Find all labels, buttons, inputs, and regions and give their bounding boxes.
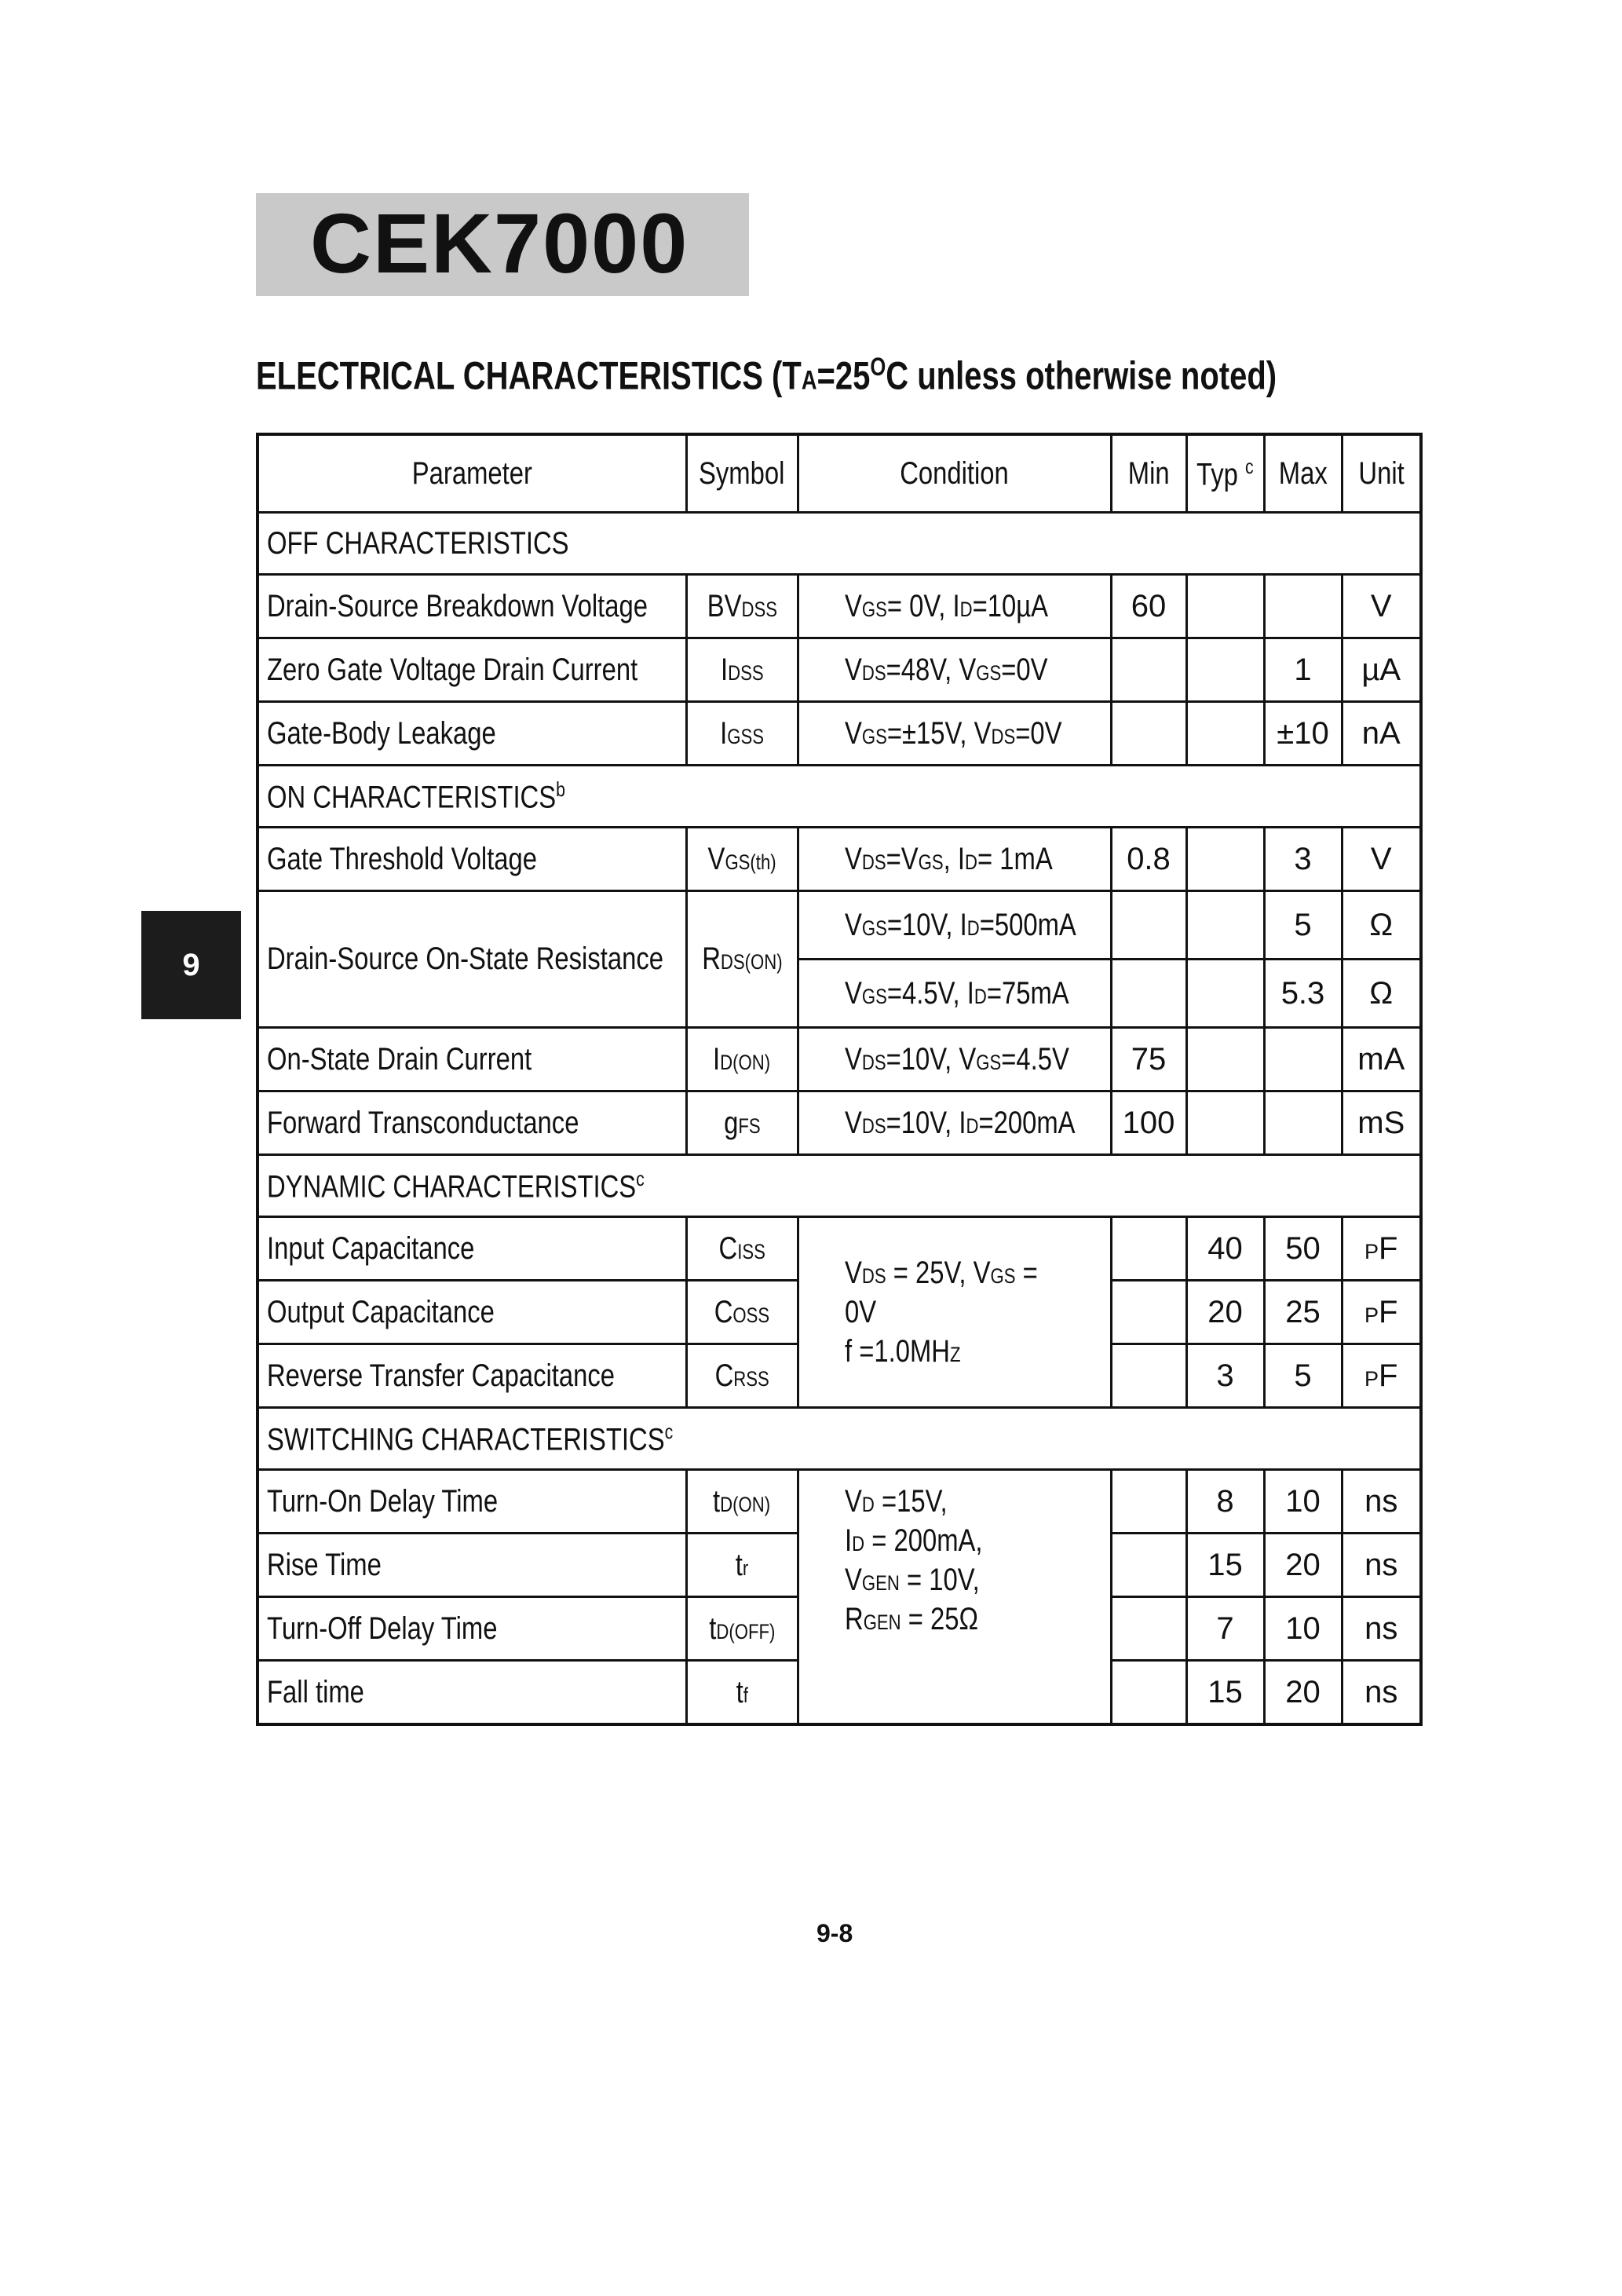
col-unit: Unit bbox=[1342, 434, 1421, 513]
table-row: Turn-Off Delay Time tD(OFF) 7 10 ns bbox=[258, 1597, 1421, 1661]
table-row: Input Capacitance CISS VDS = 25V, VGS = 0V f =1.0MHZ 40 50 PF bbox=[258, 1217, 1421, 1281]
electrical-characteristics-table bbox=[256, 433, 1423, 1726]
table-row: Fall time tf 15 20 ns bbox=[258, 1661, 1421, 1725]
section-on: ON CHARACTERISTICS$^b$ bbox=[258, 766, 1421, 828]
table-row: Zero Gate Voltage Drain Current IDSS VDS=48V, VGS=0V 1 µA bbox=[258, 638, 1421, 702]
part-number: CEK7000 bbox=[310, 196, 689, 291]
table-row: VGS=4.5V, ID=75mA 5.3 Ω bbox=[258, 960, 1421, 1028]
table-row: Output Capacitance COSS 20 25 PF bbox=[258, 1281, 1421, 1344]
table-row: Gate-Body Leakage IGSS VGS=±15V, VDS=0V ±10 nA bbox=[258, 702, 1421, 766]
section-tab: 9 bbox=[141, 911, 241, 1019]
section-dynamic: DYNAMIC CHARACTERISTICS$^c$ bbox=[258, 1155, 1421, 1217]
section-off: OFF CHARACTERISTICS bbox=[258, 513, 1421, 575]
col-symbol: Symbol bbox=[686, 434, 798, 513]
table-row: Gate Threshold Voltage VGS(th) VDS=VGS, ID= 1mA 0.8 3 V bbox=[258, 828, 1421, 891]
col-typ: Typ $^c$ bbox=[1186, 434, 1264, 513]
table-header-row bbox=[258, 434, 1421, 513]
table-row: Drain-Source Breakdown Voltage BVDSS VGS= 0V, ID=10µA 60 V bbox=[258, 575, 1421, 638]
section-switching: SWITCHING CHARACTERISTICS$^c$ bbox=[258, 1408, 1421, 1470]
table-row: Rise Time tr 15 20 ns bbox=[258, 1534, 1421, 1597]
col-condition: Condition bbox=[798, 434, 1111, 513]
table-row: Reverse Transfer Capacitance CRSS 3 5 PF bbox=[258, 1344, 1421, 1408]
table-row: Forward Transconductance gFS VDS=10V, ID=200mA 100 mS bbox=[258, 1091, 1421, 1155]
page-number: 9-8 bbox=[816, 1919, 853, 1947]
page-heading: ELECTRICAL CHARACTERISTICS ($TA=25^OC$ unless otherwise noted) bbox=[256, 353, 1277, 398]
table-row: On-State Drain Current ID(ON) VDS=10V, VGS=4.5V 75 mA bbox=[258, 1028, 1421, 1091]
switching-condition: VD =15V, ID = 200mA, VGEN = 10V, RGEN = 25Ω bbox=[798, 1470, 1111, 1725]
table-row: Drain-Source On-State Resistance RDS(ON) VGS=10V, ID=500mA 5 Ω bbox=[258, 891, 1421, 960]
table-row: Turn-On Delay Time tD(ON) VD =15V, ID = 200mA, VGEN = 10V, RGEN = 25Ω 8 10 ns bbox=[258, 1470, 1421, 1534]
col-min: Min bbox=[1111, 434, 1186, 513]
col-parameter: Parameter bbox=[258, 434, 686, 513]
dynamic-condition: VDS = 25V, VGS = 0V f =1.0MHZ bbox=[798, 1217, 1111, 1408]
col-max: Max bbox=[1264, 434, 1342, 513]
